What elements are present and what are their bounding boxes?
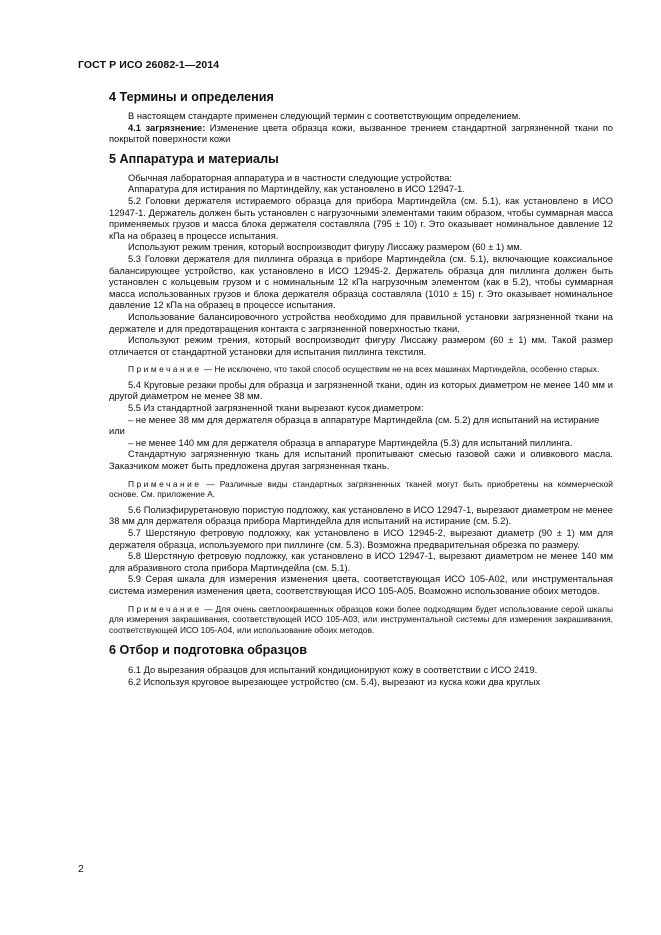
note-1 [109,364,613,375]
term-name: загрязнение: [145,122,206,133]
clause-5-9: 5.9 Серая шкала для измерения изменения цвета, соответствующая ИСО 105-А02, или инструментальная система измерения изменения цвета, соответствующая ИСО 105-А05. Возможно использование обоих методов. [109,574,613,596]
paragraph: Аппаратура для истирания по Мартиндейлу, как установлено в ИСО 12947-1. [128,184,465,195]
page-body [109,87,613,689]
paragraph: Используют режим трения, который воспроизводит фигуру Лиссажу размером (60 ± 1) мм. [128,242,523,253]
clause-5-4: 5.4 Круговые резаки пробы для образца и загрязненной ткани, один из которых диаметром не менее 140 мм и другой диаметром не менее 38 мм. [109,379,613,402]
clause-5-2: 5.2 Головки держателя истираемого образца для прибора Мартиндейла (см. 5.1), как установлено в ИСО 12947-1. Держатель должен быть установлен с нагрузочными элементами таким образом, чтобы суммарная масса применяемых грузов и масса блока держателя составляла (795 ± 10) г. Это оказывает номинальное давление 12 кПа на образец в процессе испытания. [109,195,613,241]
clause-5-3: 5.3 Головки держателя для пиллинга образца в приборе Мартиндейла (см. 5.1), включающие коаксиальное балансирующее устройство, как установлено в ИСО 12945-2. Держатель образца для пиллинга должен быть установлен с кольцевым грузом и с номинальным 12 кПа нагрузочным элементом (как в 5.2), чтобы суммарная масса использованных грузов и блока держателя образца составляла (1010 ± 15) г. Это оказывает номинальное давление 12 кПа на образец в процессе испытания. [109,253,613,311]
paragraph: Стандартную загрязненную ткань для испытаний пропитывают смесью газовой сажи и оливкового масла. Заказчиком может быть предложена другая загрязненная ткань. [109,449,613,472]
term-4-1 [109,123,613,146]
list-item: – не менее 38 мм для держателя образца в аппаратуре Мартиндейла (см. 5.2) для испытаний на истирание [128,414,600,425]
clause-5-5: 5.5 Из стандартной загрязненной ткани вырезают кусок диаметром: [128,403,424,414]
term-definition: Изменение цвета образца кожи, вызванное трением стандартной загрязненной ткани по покрытой поверхности кожи [109,122,613,145]
clause-5-7: 5.7 Шерстяную фетровую подложку, как установлено в ИСО 12945-2, вырезают диаметр (90 ± 1) мм для держателя образца, используемого при пиллинге (см. 5.3). Возможна предварительная обрезка по размеру. [109,528,613,550]
section-4-heading: 4 Термины и определения [109,90,274,104]
list-connector: или [109,426,125,437]
clause-6-2: 6.2 Используя круговое вырезающее устройство (см. 5.4), вырезают из куска кожи два круглых [128,676,541,687]
note-label: Примечание [128,478,202,489]
note-label: Примечание [128,603,202,614]
section-5-heading: 5 Аппаратура и материалы [109,151,279,166]
section-6-heading: 6 Отбор и подготовка образцов [109,643,307,658]
clause-5-8: 5.8 Шерстяную фетровую подложку, как установлено в ИСО 12947-1, вырезают диаметром не менее 140 мм для абразивного стола прибора Мартиндейла (см. 5.1). [109,551,613,573]
list-item: – не менее 140 мм для держателя образца в аппаратуре Мартиндейла (5.3) для испытаний пиллинга. [128,437,573,448]
note-label: Примечание [128,364,202,375]
note-2 [109,479,613,500]
paragraph: Используют режим трения, который воспроизводит фигуру Лиссажу размером (60 ± 1) мм. Такой размер отличается от стандартной установки для испытания пиллинга текстиля. [109,335,613,357]
section-4-intro: В настоящем стандарте применен следующий термин с соответствующим определением. [128,111,521,121]
term-number: 4.1 [128,122,141,133]
clause-5-6: 5.6 Полиэфируретановую пористую подложку, как установлено в ИСО 12947-1, вырезают диаметром не менее 38 мм для держателя образца прибора Мартиндейла для испытаний на истирание (см. 5.2). [109,504,613,527]
page-number: 2 [78,863,84,875]
clause-6-1: 6.1 До вырезания образцов для испытаний кондиционируют кожу в соответствии с ИСО 2419. [128,665,538,676]
note-3 [109,604,613,636]
paragraph: Обычная лабораторная аппаратура и в частности следующие устройства: [128,172,453,183]
paragraph: Использование балансировочного устройства необходимо для правильной установки загрязненной ткани на держателе и для предотвращения контакта с загрязненной поверхностью ткани. [109,311,613,334]
note-text: — Не исключено, что такой способ осуществим не на всех машинах Мартиндейла, особенно старых. [201,364,600,375]
note-text: — Различные виды стандартных загрязненных тканей могут быть приобретены на коммерческой основе. См. приложение А. [109,478,613,500]
note-text: — Для очень светлоокрашенных образцов кожи более подходящим будет использование серой шкалы для измерения закрашивания, соответствующей ИСО 105-А03, или инструментальной системы для измерения закрашивания, соответствующей ИСО 105-А04, или использование обоих методов. [109,603,613,635]
standard-header: ГОСТ Р ИСО 26082-1—2014 [78,59,220,71]
